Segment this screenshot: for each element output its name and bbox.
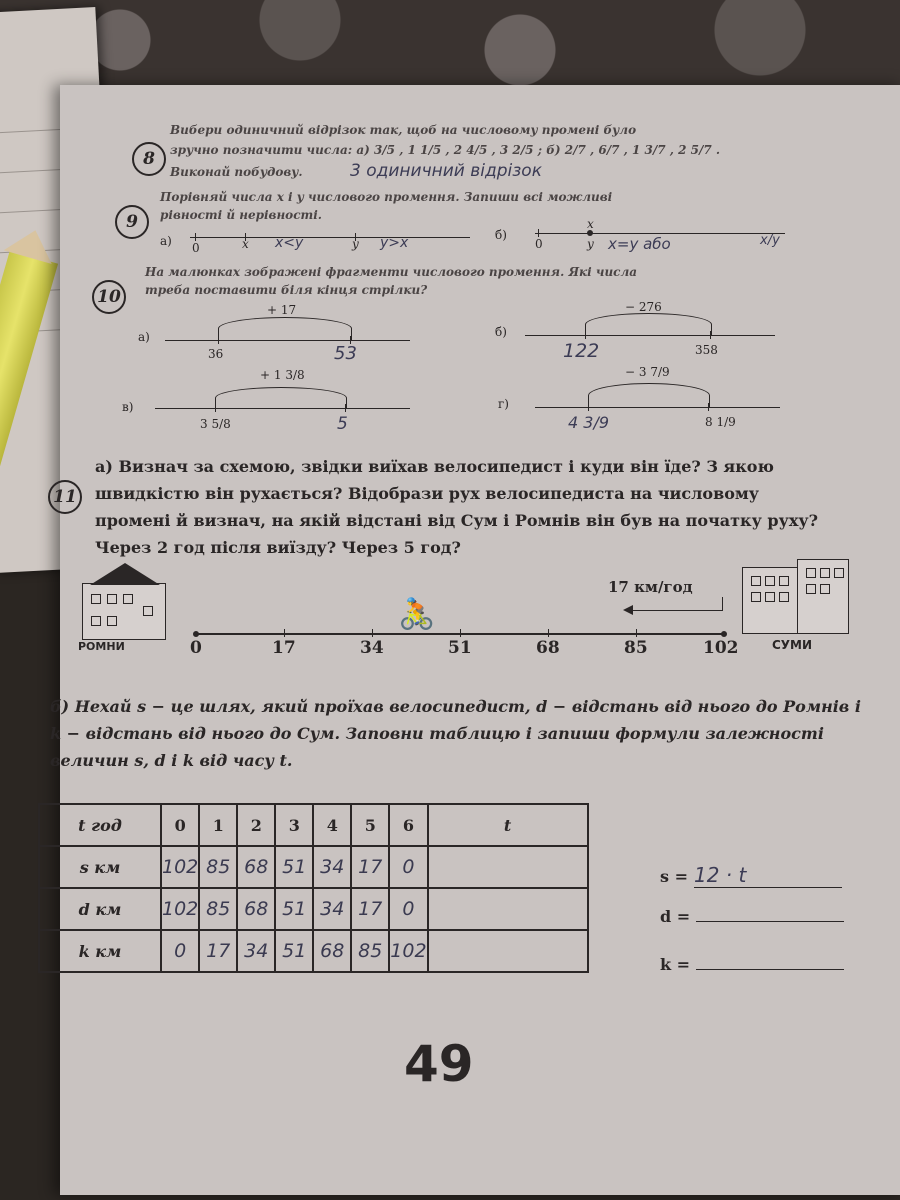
task-9b-y: y: [587, 237, 594, 251]
task-8-line3: Виконай побудову.: [170, 165, 303, 179]
table-row: s км 102 85 68 51 34 17 0: [39, 846, 588, 888]
task-10c-arc: [215, 387, 347, 409]
table-header-row: t год 0 1 2 3 4 5 6 t: [39, 804, 588, 846]
house-roof: [90, 563, 160, 585]
town-romny-label: РОМНИ: [78, 640, 125, 653]
page-number: 49: [404, 1035, 474, 1093]
sumy-building-1: [742, 567, 799, 634]
sumy-building-2: [797, 559, 849, 634]
task-10-number: 10: [92, 280, 126, 314]
task-8-number: 8: [132, 142, 166, 176]
workbook-page: [50, 85, 900, 1195]
town-sumy-label: СУМИ: [772, 638, 813, 652]
task-10d-answer: 4 3/9: [568, 413, 610, 432]
formula-d: d =: [660, 907, 844, 926]
task-10d-start: 8 1/9: [705, 415, 736, 429]
formula-k: k =: [660, 955, 844, 974]
table-row: d км 102 85 68 51 34 17 0: [39, 888, 588, 930]
task-10a-answer: 53: [334, 343, 357, 364]
task-9-line1: Порівняй числа x і y числового промення. Запиши всі можливі: [160, 190, 613, 204]
scale-68: 68: [536, 638, 560, 658]
romny-house: [82, 583, 166, 640]
task-9-number: 9: [115, 205, 149, 239]
task-10a-label: а): [138, 330, 150, 344]
task-9a-label: а): [160, 234, 172, 248]
task-10b-start: 358: [695, 343, 718, 357]
task-10b-arc: [585, 313, 712, 336]
speed-arrow: [628, 610, 723, 611]
speed-label: 17 км/год: [608, 578, 693, 596]
task-9b-number-line: [535, 233, 785, 234]
formula-d-input[interactable]: [696, 921, 844, 922]
task-11-part-b: б) Нехай s − це шлях, який проїхав велосипедист, d − відстань від нього до Ромнів і k − відстань від нього до Сум. Заповни таблицю і запиши формули залежності величин s, d і k від часу t.: [50, 697, 861, 770]
task-9a-answer-2: y>x: [380, 235, 409, 251]
task-10b-answer: 122: [563, 340, 600, 362]
task-11-part-a: а) Визнач за схемою, звідки виїхав велосипедист і куди він їде? З якою швидкістю він рухається? Відобрази рух велосипедиста на числовому промені й визнач, на якій відстані від Сум і Ромнів він був на початку руху? Через 2 год після виїзду? Через 5 год?: [95, 457, 819, 557]
scale-17: 17: [272, 638, 296, 658]
task-10-line2: треба поставити біля кінця стрілки?: [145, 283, 428, 297]
task-9b-answer: x=y або: [608, 235, 671, 253]
cyclist-icon: 🚴: [398, 597, 436, 632]
task-9a-x: x: [242, 237, 249, 251]
task-9-line2: рівності й нерівності.: [160, 208, 322, 222]
task-9a-y: y: [352, 237, 359, 251]
formula-s: s = 12 · t: [660, 863, 842, 888]
arrow-head-icon: [623, 605, 633, 615]
scale-34: 34: [360, 638, 384, 658]
task-10d-step: − 3 7/9: [625, 365, 670, 379]
task-10a-arc: [218, 317, 352, 340]
formula-k-input[interactable]: [696, 969, 844, 970]
scale-51: 51: [448, 638, 472, 658]
task-10d-label: г): [498, 397, 509, 411]
task-8-handwriting: 3 одиничний відрізок: [350, 161, 542, 181]
task-10a-step: + 17: [267, 303, 297, 317]
task-10c-answer: 5: [337, 414, 348, 434]
scale-0: 0: [190, 638, 202, 658]
task-10-line1: На малюнках зображені фрагменти числового промення. Які числа: [145, 265, 638, 279]
task-9a-zero: 0: [192, 241, 200, 255]
task-10d-arc: [588, 383, 710, 408]
task-10a-start: 36: [208, 347, 224, 361]
values-table: [38, 803, 589, 973]
task-8-line2: зручно позначити числа: а) 3/5 , 1 1/5 , 2 4/5 , 3 2/5 ; б) 2/7 , 6/7 , 1 3/7 , 2 5/7 .: [170, 143, 721, 157]
task-8-line1: Вибери одиничний відрізок так, щоб на числовому промені було: [170, 123, 637, 137]
task-10c-step: + 1 3/8: [260, 368, 305, 382]
table-row: k км 0 17 34 51 68 85 102: [39, 930, 588, 972]
formula-s-input[interactable]: 12 · t: [694, 863, 842, 888]
task-9a-number-line: [190, 237, 470, 238]
scale-102: 102: [703, 638, 739, 658]
scale-85: 85: [624, 638, 648, 658]
task-10b-label: б): [495, 325, 507, 339]
task-9b-x: x: [587, 217, 594, 231]
task-9b-zero: 0: [535, 237, 543, 251]
task-9a-answer-1: x<y: [275, 235, 304, 251]
task-9b-label: б): [495, 228, 507, 242]
task-10b-step: − 276: [625, 300, 662, 314]
task-10c-start: 3 5/8: [200, 417, 231, 431]
task-10c-label: в): [122, 400, 134, 414]
task-9b-fraction: x/y: [760, 233, 780, 248]
task-11-number: 11: [48, 480, 82, 514]
